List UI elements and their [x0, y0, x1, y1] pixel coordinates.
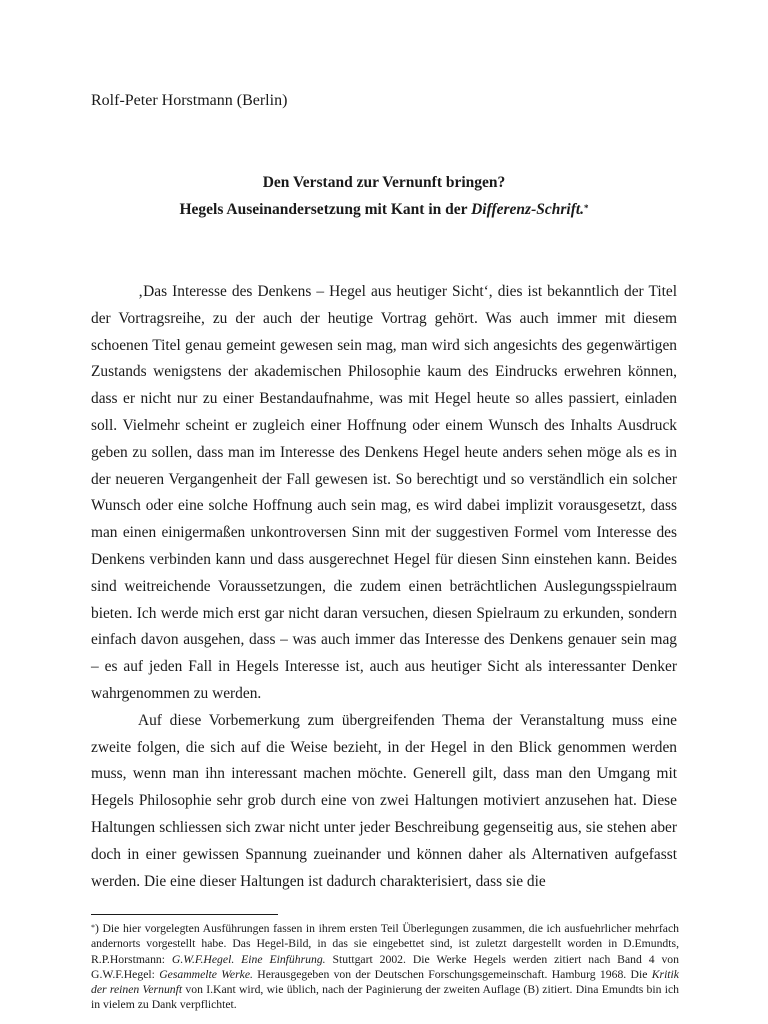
title-line-2-text: Hegels Auseinandersetzung mit Kant in der — [179, 201, 472, 218]
footnote-separator — [91, 914, 278, 915]
footnote-italic-2: Gesammelte Werke. — [159, 967, 253, 981]
footnote-italic-3: Kritik der reinen Vernunft — [91, 967, 679, 997]
footnote-text-2: Stuttgart 2002. Die Werke Hegels werden zitiert nach Band 4 von G.W.F.Hegel: — [91, 952, 679, 981]
footnote-marker: * — [91, 923, 95, 932]
footnote-italic-1: G.W.F.Hegel. Eine Einführung. — [171, 952, 326, 966]
footnote — [91, 921, 679, 1013]
footnote-text-4: von I.Kant wird, wie üblich, nach der Paginierung der zweiten Auflage (B) zitiert. Dina Emundts bin ich in vielem zu Dank verpflichtet. — [91, 983, 679, 1012]
author-line: Rolf-Peter Horstmann (Berlin) — [91, 92, 288, 109]
title-line-1: Den Verstand zur Vernunft bringen? — [262, 174, 506, 191]
title-line-2 — [0, 200, 768, 220]
footnote-text-3: Herausgegeben von der Deutschen Forschungsgemeinschaft. Hamburg 1968. Die — [252, 967, 652, 981]
title-footnote-marker: * — [584, 203, 589, 213]
title-italic-work: Differenz-Schrift. — [471, 201, 585, 218]
body-text — [91, 279, 677, 895]
paragraph-2: Auf diese Vorbemerkung zum übergreifenden Thema der Veranstaltung muss eine zweite folgen, die sich auf die Weise bezieht, in der Hegel in den Blick genommen werden muss, wenn man ihn interessant machen möchte. Generell gilt, dass man den Umgang mit Hegels Philosophie sehr grob durch eine von zwei Haltungen motiviert anzusehen hat. Diese Haltungen schliessen sich zwar nicht unter jeder Beschreibung gegenseitig aus, sie stehen aber doch in einer gewissen Spannung zueinander und können daher als Alternativen aufgefasst werden. Die eine dieser Haltungen ist dadurch charakterisiert, dass sie die — [91, 711, 677, 890]
paragraph-1: ‚Das Interesse des Denkens – Hegel aus heutiger Sicht‘, dies ist bekanntlich der Titel der Vortragsreihe, zu der auch der heutige Vortrag gehört. Was auch immer mit diesem schoenen Titel genau gemeint gewesen sein mag, man wird sich angesichts des gegenwärtigen Zustands wenigstens der akademischen Philosophie kaum des Eindrucks erwehren können, dass er nicht nur zu einer Bestandaufnahme, was mit Hegel heute so alles passiert, einladen soll. Vielmehr scheint er zugleich einer Hoffnung oder einem Wunsch des Inhalts Ausdruck geben zu sollen, dass man im Interesse des Denkens Hegel heute anders sehen möge als es in der neueren Vergangenheit der Fall gewesen ist. So berechtigt und so verständlich ein solcher Wunsch oder eine solche Hoffnung auch sein mag, es wird dabei implizit vorausgesetzt, dass man einen einigermaßen unkontroversen Sinn mit der suggestiven Formel vom Interesse des Denkens verbinden kann und dass ausgerechnet Hegel für diesen Sinn einstehen kann. Beides sind weitreichende Voraussetzungen, die zudem einen beträchtlichen Auslegungsspielraum bieten. Ich werde mich erst gar nicht daran versuchen, diesen Spielraum zu erkunden, sondern einfach davon ausgehen, dass – was auch immer das Interesse des Denkens genauer sein mag – es auf jeden Fall in Hegels Interesse ist, auch aus heutiger Sicht als interessanter Denker wahrgenommen zu werden. — [91, 283, 677, 702]
footnote-text-1: ) Die hier vorgelegten Ausführungen fassen in ihrem ersten Teil Überlegungen zusammen, die ich ausfuehrlicher mehrfach andernorts vorgestellt habe. Das Hegel-Bild, in das sie eingebettet sind, ist zuletzt dargestellt worden in D.Emundts, R.P.Horstmann: — [91, 922, 679, 966]
